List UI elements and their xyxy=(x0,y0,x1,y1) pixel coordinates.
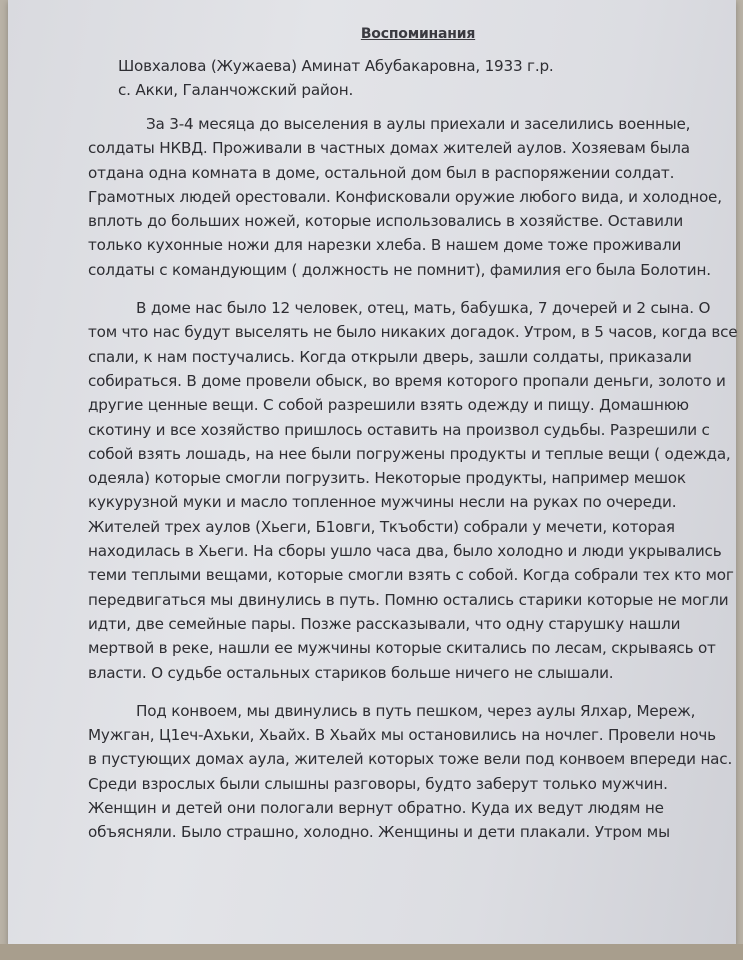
text-line: мертвой в реке, нашли ее мужчины которые скитались по лесам, скрываясь от xyxy=(88,639,716,658)
paragraph-1 xyxy=(88,112,722,282)
text-line: теми теплыми вещами, которые смогли взять с собой. Когда собрали тех кто мог xyxy=(88,566,734,585)
text-line: кукурузной муки и масло топленное мужчины несли на руках по очереди. xyxy=(88,493,677,512)
document-title: Воспоминания xyxy=(360,26,476,42)
text-line: Среди взрослых были слышны разговоры, будто заберут только мужчин. xyxy=(88,774,668,793)
text-line: идти, две семейные пары. Позже рассказывали, что одну старушку нашли xyxy=(88,614,681,633)
text-line: том что нас будут выселять не было никаких догадок. Утром, в 5 часов, когда все xyxy=(88,323,738,342)
text-line: Под конвоем, мы двинулись в путь пешком, через аулы Ялхар, Мереж, xyxy=(136,701,696,720)
text-line: спали, к нам постучались. Когда открыли дверь, зашли солдаты, приказали xyxy=(88,347,692,366)
text-line: находилась в Хьеги. На сборы ушло часа два, было холодно и люди укрывались xyxy=(88,542,722,561)
text-line: другие ценные вещи. С собой разрешили взять одежду и пищу. Домашнюю xyxy=(88,396,689,415)
text-line: В доме нас было 12 человек, отец, мать, бабушка, 7 дочерей и 2 сына. О xyxy=(136,299,711,318)
text-line: вплоть до больших ножей, которые использовались в хозяйстве. Оставили xyxy=(88,212,683,231)
document-body xyxy=(88,26,738,859)
text-line: одеяла) которые смогли погрузить. Некоторые продукты, например мешок xyxy=(88,469,686,488)
text-line: скотину и все хозяйство пришлось оставить на произвол судьбы. Разрешили с xyxy=(88,420,710,439)
paragraph-3 xyxy=(88,699,733,845)
table-surface xyxy=(0,944,743,960)
place-line: с. Акки, Галанчожский район. xyxy=(118,81,354,99)
text-line: собой взять лошадь, на нее были погружены продукты и теплые вещи ( одежда, xyxy=(88,444,731,463)
paragraph-2 xyxy=(88,296,738,685)
text-line: отдана одна комната в доме, остальной дом был в распоряжении солдат. xyxy=(88,163,675,182)
author-line: Шовхалова (Жужаева) Аминат Абубакаровна, 1933 г.р. xyxy=(118,57,554,75)
paper-sheet xyxy=(8,0,736,946)
text-line: в пустующих домах аула, жителей которых тоже вели под конвоем впереди нас. xyxy=(88,750,733,769)
text-line: Женщин и детей они пологали вернут обратно. Куда их ведут людям не xyxy=(88,799,664,818)
text-line: Грамотных людей орестовали. Конфисковали оружие любого вида, и холодное, xyxy=(88,187,722,206)
text-line: власти. О судьбе остальных стариков больше ничего не слышали. xyxy=(88,663,614,682)
text-line: солдаты НКВД. Проживали в частных домах жителей аулов. Хозяевам была xyxy=(88,139,690,158)
text-line: За 3-4 месяца до выселения в аулы приехали и заселились военные, xyxy=(146,115,691,133)
text-line: солдаты с командующим ( должность не помнит), фамилия его была Болотин. xyxy=(88,260,711,279)
text-line: собираться. В доме провели обыск, во время которого пропали деньги, золото и xyxy=(88,371,726,390)
text-line: Мужган, Ц1еч-Ахьки, Хьайх. В Хьайх мы остановились на ночлег. Провели ночь xyxy=(88,726,716,745)
text-line: Жителей трех аулов (Хьеги, Б1овги, Ткъобсти) собрали у мечети, которая xyxy=(88,517,675,536)
text-line: передвигаться мы двинулись в путь. Помню остались старики которые не могли xyxy=(88,590,729,609)
text-line: объясняли. Было страшно, холодно. Женщины и дети плакали. Утром мы xyxy=(88,823,670,842)
text-line: только кухонные ножи для нарезки хлеба. В нашем доме тоже проживали xyxy=(88,236,682,255)
